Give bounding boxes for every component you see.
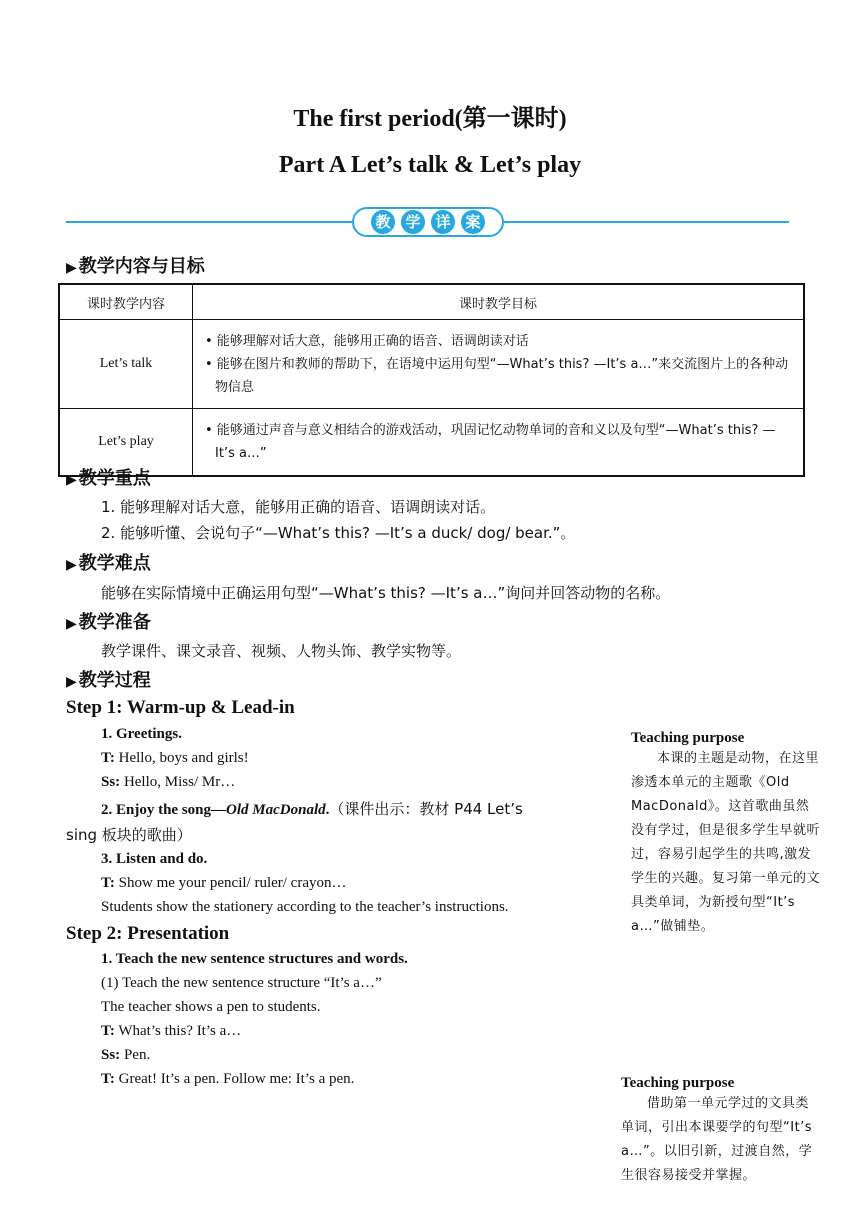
goal-item: • 能够在图片和教师的帮助下，在语境中运用句型“—What’s this? —It’s a…”来交流图片上的各种动物信息 (205, 356, 789, 395)
instruction-line: The teacher shows a pen to students. (101, 999, 321, 1015)
dialogue-line: T: What’s this? It’s a… (101, 1023, 242, 1039)
banner-char: 案 (461, 210, 485, 234)
table-cell-content: Let’s play (59, 409, 193, 477)
section-heading-difficulties: ▶ 教学难点 (66, 553, 151, 574)
dialogue-line: T: Hello, boys and girls! (101, 750, 249, 766)
section-heading-process: ▶ 教学过程 (66, 670, 151, 691)
teaching-purpose-note (621, 1075, 813, 1188)
key-point-item: 1. 能够理解对话大意，能够用正确的语音、语调朗读对话。 (101, 498, 496, 516)
banner-rule-right (502, 221, 789, 223)
preparation-text: 教学课件、课文录音、视频、人物头饰、教学实物等。 (101, 642, 462, 660)
page-title: The first period(第一课时) (293, 106, 567, 132)
dialogue-line: Ss: Pen. (101, 1047, 151, 1063)
table-cell-goals (193, 320, 805, 409)
triangle-bullet-icon: ▶ (66, 557, 77, 573)
table-cell-goals (193, 409, 805, 477)
table-cell-content: Let’s talk (59, 320, 193, 409)
goal-item: • 能够理解对话大意，能够用正确的语音、语调朗读对话 (205, 333, 529, 349)
step-heading: Step 1: Warm-up & Lead-in (66, 697, 295, 718)
note-title: Teaching purpose (631, 730, 745, 746)
page-subtitle: Part A Let’s talk & Let’s play (278, 152, 582, 178)
instruction-line: (1) Teach the new sentence structure “It’s a…” (101, 975, 382, 991)
table-row (59, 409, 804, 477)
key-point-item: 2. 能够听懂、会说句子“—What’s this? —It’s a duck/ dog/ bear.”。 (101, 524, 576, 542)
section-heading-content-goals: ▶ 教学内容与目标 (66, 256, 205, 277)
goal-item: • 能够通过声音与意义相结合的游戏活动，巩固记忆动物单词的音和义以及句型“—What’s this? —It’s a…” (205, 423, 776, 461)
instruction-line: Students show the stationery according to the teacher’s instructions. (101, 899, 509, 915)
banner-char: 学 (401, 210, 425, 234)
section-banner (352, 207, 504, 237)
difficulty-text: 能够在实际情境中正确运用句型“—What’s this? —It’s a…”询问并回答动物的名称。 (101, 584, 671, 602)
section-heading-key-points: ▶ 教学重点 (66, 468, 151, 489)
banner-rule-left (66, 221, 354, 223)
table-header-cell: 课时教学目标 (193, 284, 805, 320)
table-row (59, 320, 804, 409)
section-heading-preparation: ▶ 教学准备 (66, 612, 151, 633)
teaching-purpose-note (631, 730, 821, 939)
dialogue-line: T: Great! It’s a pen. Follow me: It’s a pen. (101, 1071, 355, 1087)
sub-heading: 1. Teach the new sentence structures and words. (101, 951, 408, 967)
song-note-continued: sing 板块的歌曲） (66, 826, 192, 844)
triangle-bullet-icon: ▶ (66, 616, 77, 632)
sub-heading: 2. Enjoy the song—Old MacDonald.（课件出示：教材 P44 Let’s (101, 800, 523, 818)
sub-heading: 1. Greetings. (101, 726, 182, 742)
triangle-bullet-icon: ▶ (66, 674, 77, 690)
triangle-bullet-icon: ▶ (66, 260, 77, 276)
note-text: 借助第一单元学过的文具类单词，引出本课要学的句型“It’s a…”。以旧引新，过渡自然，学生很容易接受并掌握。 (621, 1096, 813, 1183)
note-text: 本课的主题是动物，在这里渗透本单元的主题歌《Old MacDonald》。这首歌曲虽然没有学过，但是很多学生早就听过，容易引起学生的共鸣,激发学生的兴趣。复习第一单元的文具类单词，为新授句型“It’s a…”做铺垫。 (631, 751, 821, 934)
banner-char: 详 (431, 210, 455, 234)
triangle-bullet-icon: ▶ (66, 472, 77, 488)
note-title: Teaching purpose (621, 1075, 735, 1091)
table-header-cell: 课时教学内容 (59, 284, 193, 320)
table-header-row (59, 284, 804, 320)
banner-char: 教 (371, 210, 395, 234)
sub-heading: 3. Listen and do. (101, 851, 208, 867)
dialogue-line: T: Show me your pencil/ ruler/ crayon… (101, 875, 347, 891)
goals-table (58, 283, 805, 477)
step-heading: Step 2: Presentation (66, 923, 230, 944)
dialogue-line: Ss: Hello, Miss/ Mr… (101, 774, 236, 790)
